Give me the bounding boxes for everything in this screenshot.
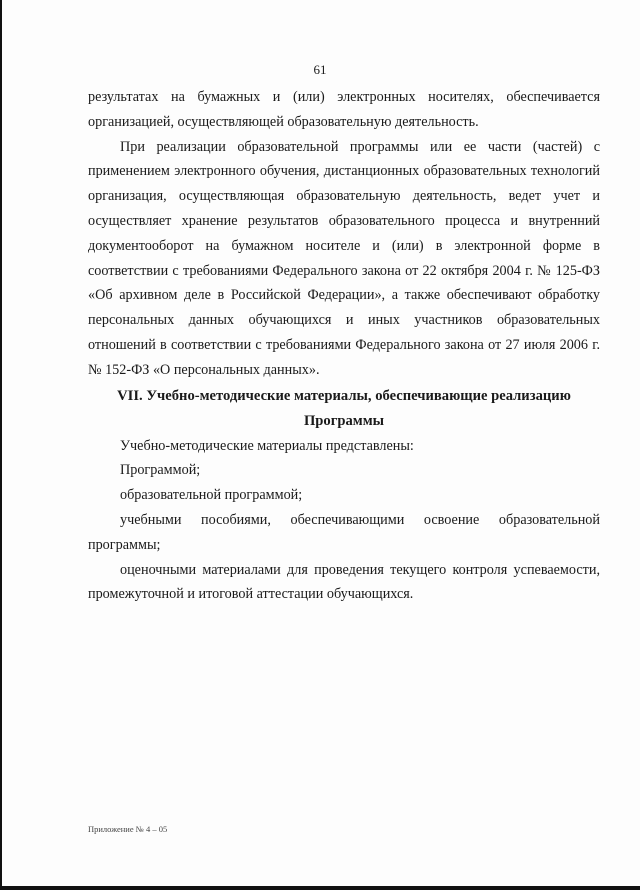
page-footer: Приложение № 4 – 05: [88, 824, 168, 834]
paragraph-continuation: результатах на бумажных и (или) электронных носителях, обеспечивается организацией, осуществляющей образовательную деятельность.: [88, 89, 600, 130]
document-body: [88, 85, 600, 607]
section-intro: Учебно-методические материалы представлены:: [120, 437, 414, 454]
list-item: Программой;: [120, 462, 201, 479]
scan-edge-bottom: [0, 886, 640, 890]
list-item: образовательной программой;: [120, 487, 303, 504]
page-number: 61: [313, 62, 327, 77]
list-item: учебными пособиями, обеспечивающими освоение образовательной программы;: [88, 511, 600, 553]
section-heading: VII. Учебно-методические материалы, обеспечивающие реализацию Программы: [117, 387, 571, 429]
scan-edge-left: [0, 0, 2, 890]
paragraph-distance-learning: При реализации образовательной программы или ее части (частей) с применением электронного обучения, дистанционных образовательных технологий организация, осуществляющая образовательную деятельность, ведет учет и осуществляет хранение результатов образовательного процесса и внутренний документооборот на бумажном носителе и (или) в электронной форме в соответствии с требованиями Федерального закона от 22 октября 2004 г. № 125-ФЗ «Об архивном деле в Российской Федерации», а также обеспечивают обработку персональных данных обучающихся и иных участников образовательных отношений в соответствии с требованиями Федерального закона от 27 июля 2006 г. № 152-ФЗ «О персональных данных».: [88, 138, 600, 378]
list-item: оценочными материалами для проведения текущего контроля успеваемости, промежуточной и итоговой аттестации обучающихся.: [88, 561, 600, 603]
